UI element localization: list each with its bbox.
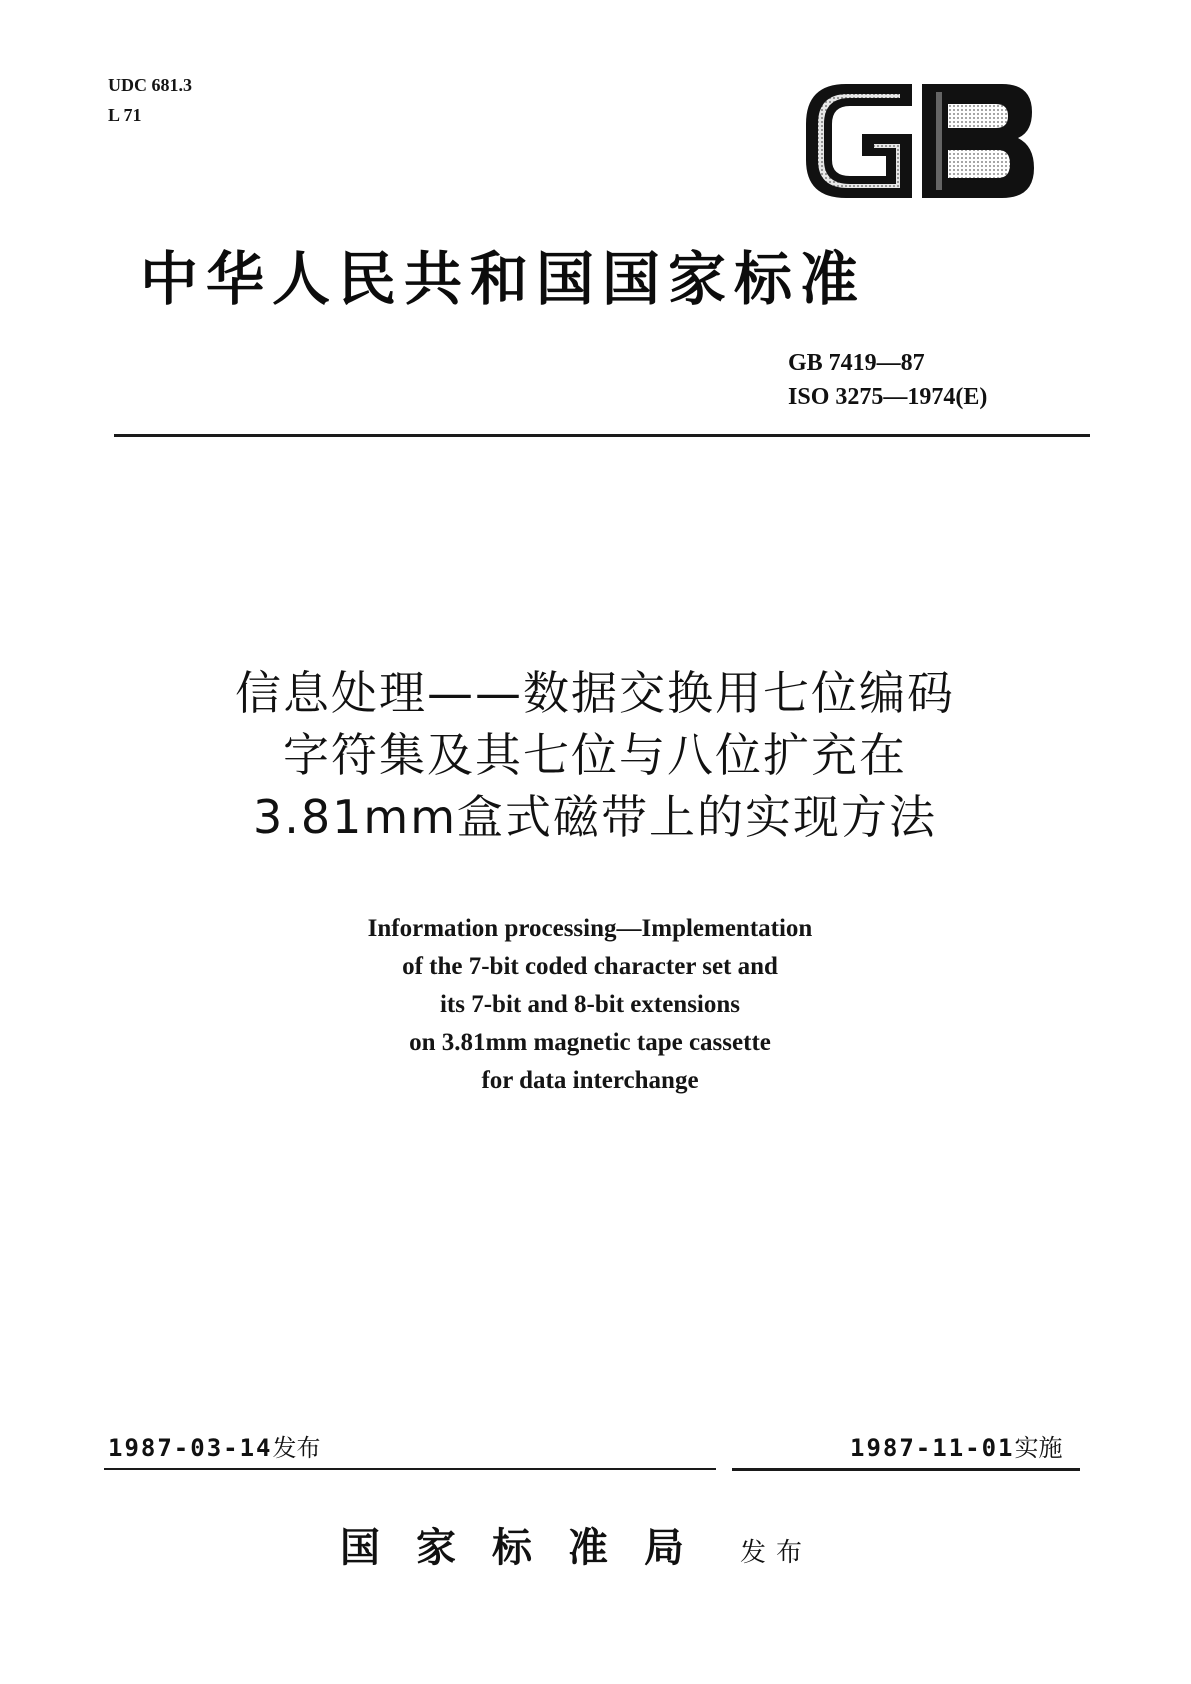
english-title-line-2: of the 7-bit coded character set and bbox=[402, 953, 778, 980]
issuer-block bbox=[340, 1516, 812, 1573]
iso-standard-code: ISO 3275—1974(E) bbox=[788, 384, 988, 410]
release-date: 1987-03-14 bbox=[108, 1434, 273, 1462]
english-title-line-1: Information processing—Implementation bbox=[367, 915, 813, 942]
english-title-line-3: its 7-bit and 8-bit extensions bbox=[439, 991, 741, 1018]
effective-date: 1987-11-01 bbox=[850, 1434, 1015, 1462]
issuer-name: 国家标准局 bbox=[340, 1525, 720, 1571]
classification-block bbox=[108, 70, 192, 130]
release-label: 发布 bbox=[272, 1434, 321, 1462]
footer-divider-left bbox=[104, 1468, 716, 1470]
chinese-title-line-2: 字符集及其七位与八位扩充在 bbox=[283, 728, 907, 782]
standard-codes bbox=[788, 346, 987, 414]
chinese-title bbox=[120, 662, 1070, 848]
category-code: L 71 bbox=[108, 105, 142, 125]
header-divider bbox=[114, 434, 1090, 437]
release-date-block bbox=[108, 1428, 321, 1463]
effective-label: 实施 bbox=[1014, 1434, 1063, 1462]
country-standard-title: 中华人民共和国国家标准 bbox=[140, 245, 867, 313]
chinese-title-line-1: 信息处理——数据交换用七位编码 bbox=[235, 666, 955, 720]
english-title-line-5: for data interchange bbox=[481, 1067, 699, 1094]
english-title bbox=[240, 910, 940, 1100]
gb-logo-icon bbox=[800, 80, 1038, 202]
english-title-line-4: on 3.81mm magnetic tape cassette bbox=[409, 1029, 771, 1056]
effective-date-block bbox=[850, 1428, 1063, 1463]
issuer-action: 发布 bbox=[740, 1538, 813, 1568]
footer-divider-right bbox=[732, 1468, 1080, 1471]
gb-standard-code: GB 7419—87 bbox=[788, 350, 925, 376]
udc-code: UDC 681.3 bbox=[108, 75, 192, 95]
chinese-title-line-3: 3.81mm盒式磁带上的实现方法 bbox=[252, 790, 938, 844]
